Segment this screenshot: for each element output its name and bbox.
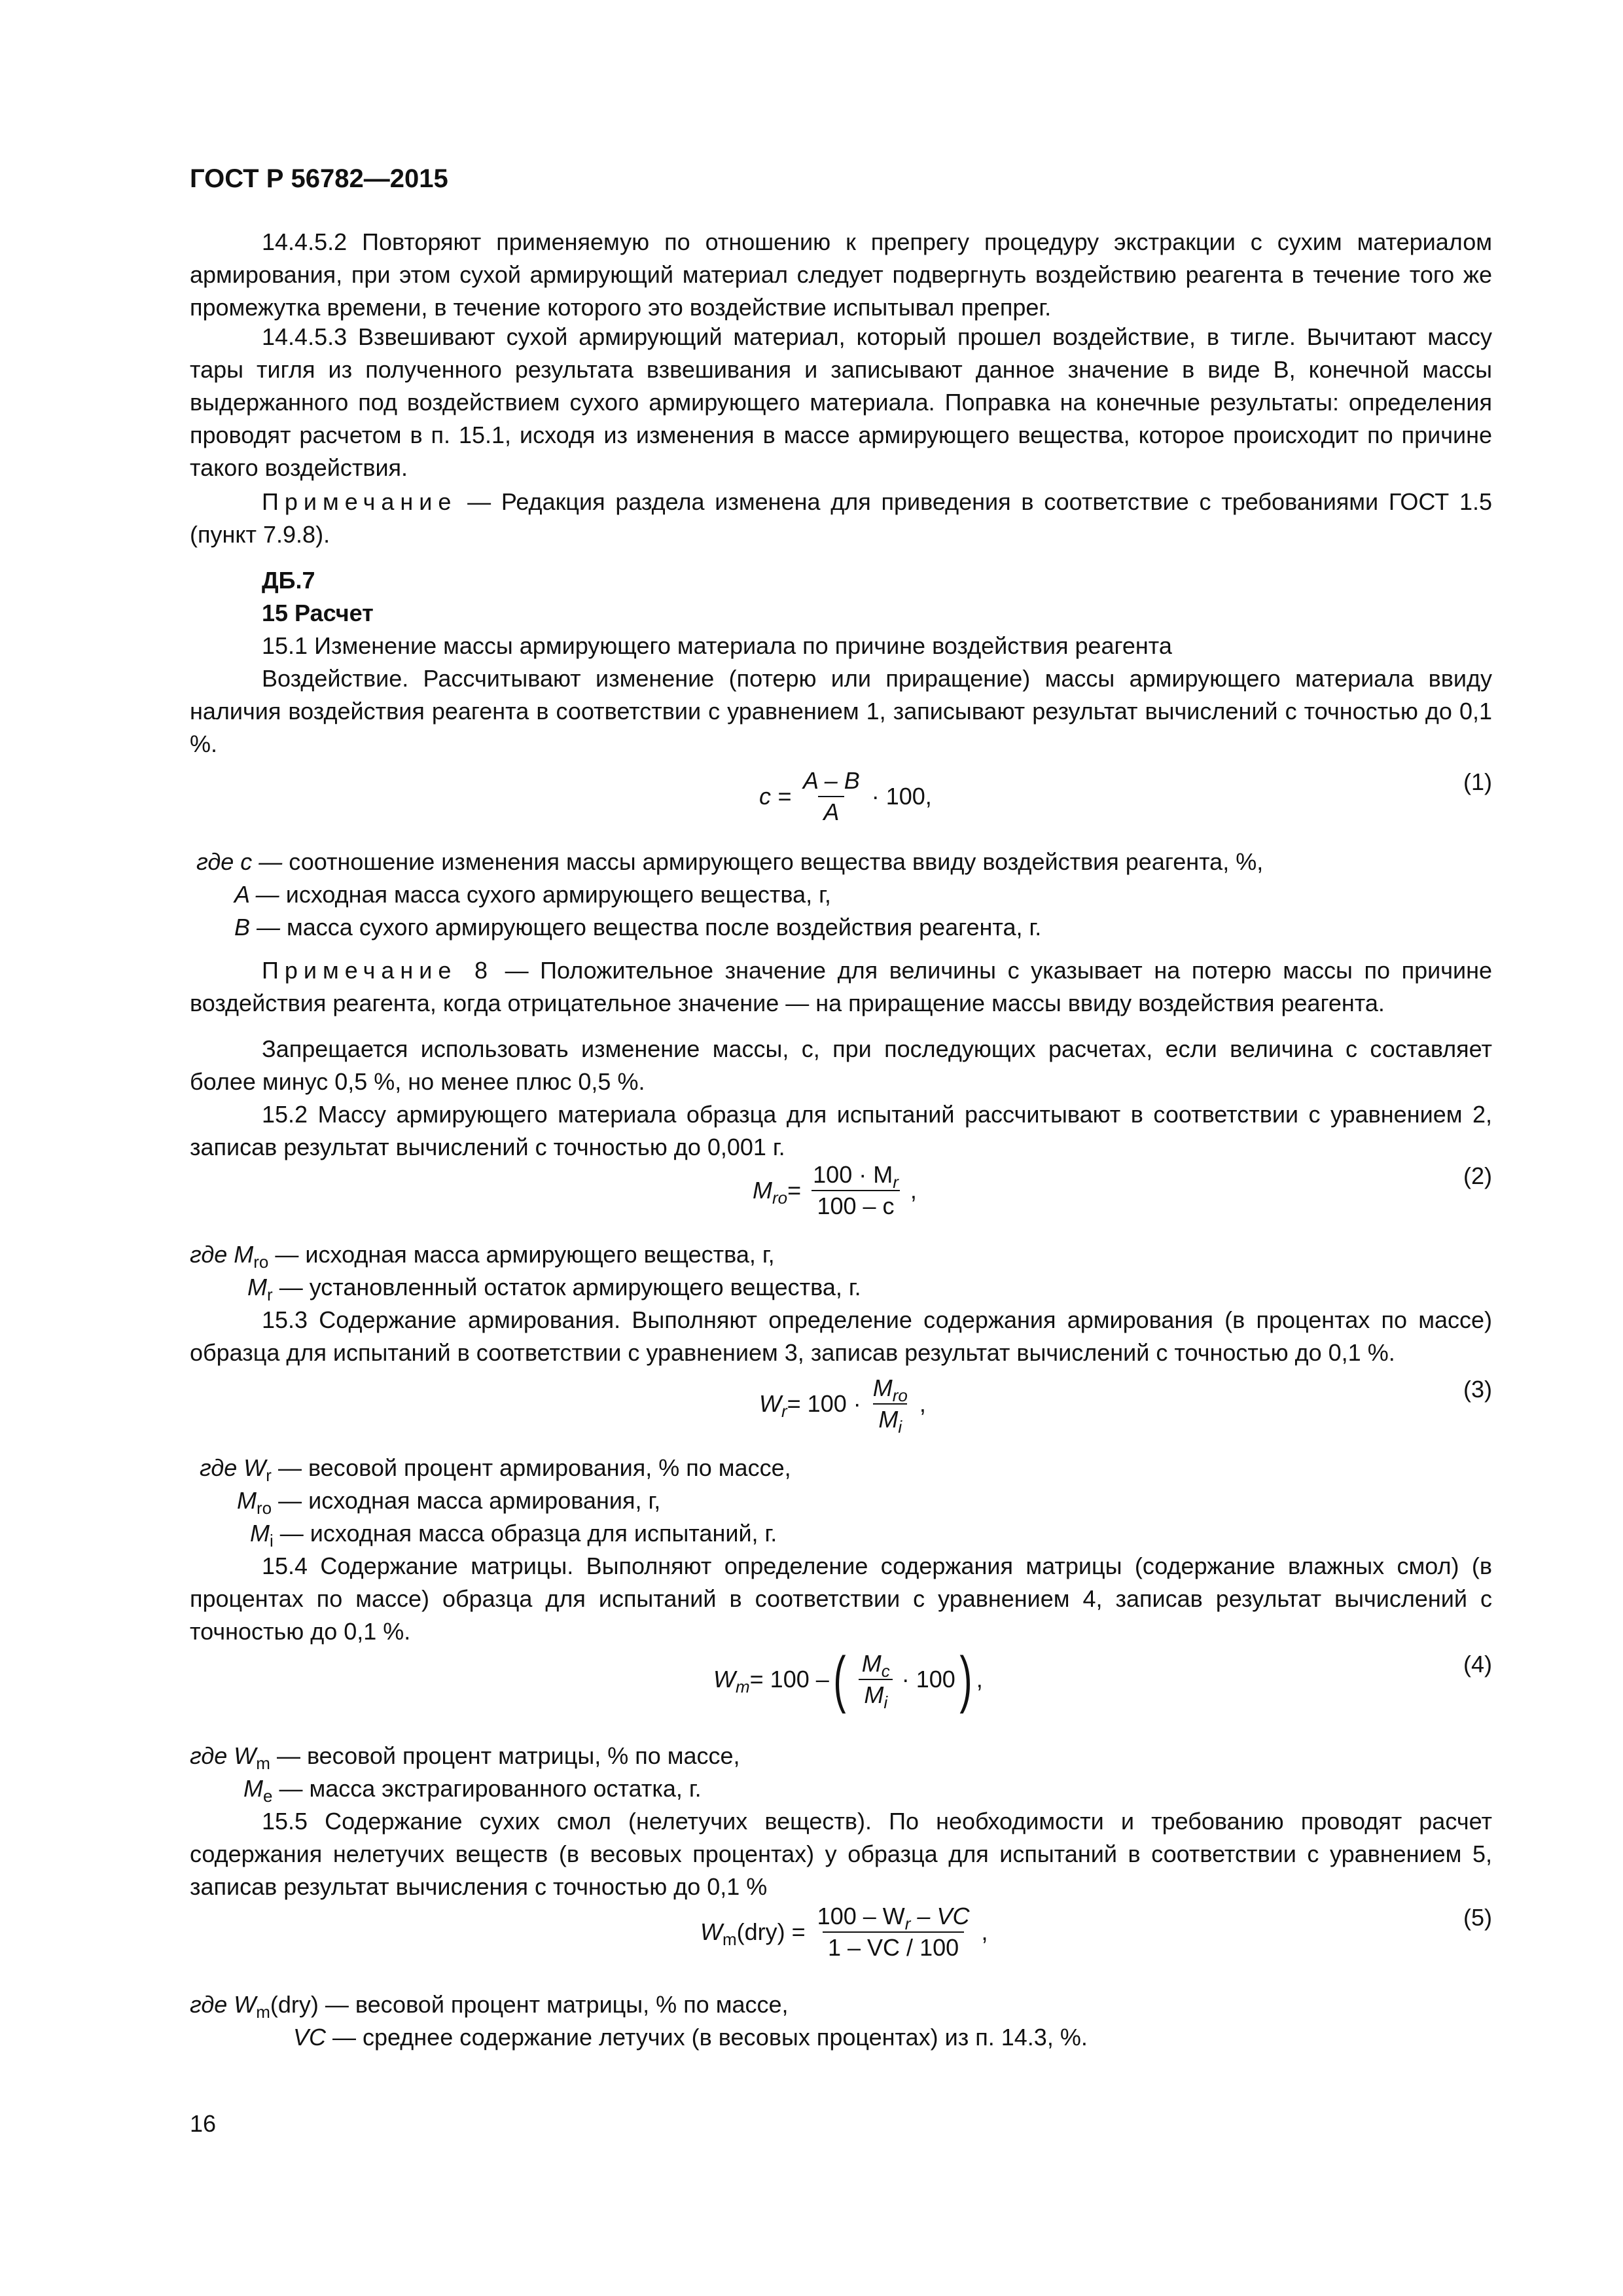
- paragraph-14-4-5-3: 14.4.5.3 Взвешивают сухой армирующий материал, который прошел воздействие, в тигле. Вычитают массу тары тигля из полученного результата взвешивания и записывают данное значение в виде B, конечной массы выдержанного под воздействием сухого армирующего материала. Поправка на конечные результаты: определения проводят расчетом в п. 15.1, исходя из изменения в массе армирующего вещества, которое происходит по причине такого воздействия.: [190, 323, 1492, 481]
- eq3-fraction: [868, 1373, 913, 1435]
- where-1-a: A — исходная масса сухого армирующего вещества, г,: [234, 881, 831, 908]
- page-number: 16: [190, 2110, 217, 2137]
- where-1-c: где c — соотношение изменения массы армирующего вещества ввиду воздействия реагента, %,: [196, 848, 1264, 875]
- note-8: [190, 954, 1492, 1020]
- eq2-denominator: 100 – c: [812, 1190, 899, 1221]
- note-1: [190, 486, 1492, 551]
- eq2-number: (2): [1463, 1162, 1492, 1189]
- where-3-mi: $M_i$ — исходная масса образца для испытаний, г.: [250, 1520, 777, 1551]
- eq5-lhs: $W_m(dry)$ =: [700, 1918, 806, 1949]
- where-2-mr: $M_r$ — установленный остаток армирующего вещества, г.: [247, 1274, 861, 1304]
- note8-text: — Положительное значение для величины с указывает на потерю массы по причине воздействия реагента, когда отрицательное значение — на приращение массы ввиду воздействия реагента.: [190, 957, 1492, 1016]
- eq4-numerator: $M_c$: [861, 1650, 890, 1681]
- where-5-wm: где $W_m(dry)$ — весовой процент матрицы, % по массе,: [190, 1991, 789, 2022]
- equation-4: $W_m$ = 100 – ( $\frac{M_c}{M_i}$ · 100 ) , (4): [713, 1644, 1492, 1714]
- eq1-numerator: A – B: [803, 767, 860, 794]
- eq1-number: (1): [1463, 768, 1492, 795]
- paragraph-15-4: 15.4 Содержание матрицы. Выполняют определение содержания матрицы (содержание влажных смол) (в процентах по массе) образца для испытаний в соответствии с уравнением 4, записав результат вычислений с точностью до 0,1 %.: [190, 1552, 1492, 1645]
- eq5-tail: ,: [981, 1918, 988, 1945]
- where-3-wr: где $W_r$ — весовой процент армирования, % по массе,: [200, 1454, 791, 1485]
- eq3-denominator: $M_i$: [873, 1403, 907, 1435]
- eq1-tail: · 100,: [871, 783, 932, 810]
- equation-1: [190, 766, 1492, 844]
- where-2-mro: где $M_{ro}$ — исходная масса армирующего вещества, г,: [190, 1241, 775, 1272]
- section-heading: 15 Расчет: [262, 600, 374, 626]
- document-header: ГОСТ Р 56782—2015: [190, 164, 448, 193]
- eq4-lhs: $W_m$: [713, 1666, 750, 1696]
- eq4-number: (4): [1463, 1651, 1492, 1677]
- paragraph-forbid: Запрещается использовать изменение массы, c, при последующих расчетах, если величина c составляет более минус 0,5 %, но менее плюс 0,5 %.: [190, 1035, 1492, 1095]
- eq4-mid: · 100: [901, 1666, 955, 1693]
- where-4-wm: где $W_m$ — весовой процент матрицы, % по массе,: [190, 1742, 740, 1773]
- eq5-number: (5): [1463, 1904, 1492, 1931]
- eq2-lhs: $M_{ro}$: [753, 1177, 788, 1208]
- eq1-fraction: [798, 766, 865, 827]
- where-4-me: $M_e$ — масса экстрагированного остатка, г.: [243, 1775, 702, 1806]
- paragraph-15-5: 15.5 Содержание сухих смол (нелетучих веществ). По необходимости и требованию проводят расчет содержания нелетучих веществ (в весовых процентах) у образца для испытаний в соответствии с уравнением 5, записав результат вычисления с точностью до 0,1 %: [190, 1808, 1492, 1900]
- eq2-numerator: $100 \cdot M_r$: [813, 1161, 899, 1192]
- eq3-tail: ,: [919, 1390, 926, 1417]
- eq4-tail: ,: [976, 1666, 983, 1693]
- paragraph-14-4-5-2: 14.4.5.2 Повторяют применяемую по отношению к препрегу процедуру экстракции с сухим материалом армирования, при этом сухой армирующий материал следует подвергнуть воздействию реагента в течение того же промежутка времени, в течение которого это воздействие испытывал препрег.: [190, 228, 1492, 321]
- eq5-numerator: $100 - W_r$ – VC: [817, 1903, 970, 1933]
- paragraph-15-1: 15.1 Изменение массы армирующего материала по причине воздействия реагента: [262, 632, 1172, 659]
- eq2-fraction: [808, 1160, 904, 1221]
- eq5-denominator: 1 – VC / 100: [823, 1931, 964, 1963]
- note-label: Примечание: [262, 488, 457, 515]
- where-3-mro: $M_{ro}$ — исходная масса армирования, г,: [237, 1487, 661, 1518]
- note8-label: Примечание 8: [262, 957, 493, 984]
- eq4-right-paren: ): [959, 1644, 972, 1714]
- paragraph-15-1-body: Воздействие. Рассчитывают изменение (потерю или приращение) массы армирующего материала ввиду наличия воздействия реагента в соответствии с уравнением 1, записывают результат вычислений с точностью до 0,1 %.: [190, 665, 1492, 757]
- eq2-tail: ,: [910, 1177, 917, 1204]
- eq4-left-paren: (: [833, 1644, 846, 1714]
- eq5-fraction: [812, 1901, 975, 1963]
- appendix-ref: ДБ.7: [262, 567, 315, 594]
- equation-2: $M_{ro}$ = $\frac{100 \cdot M_r}{100 - c}$ , (2): [190, 1160, 1492, 1238]
- eq4-fraction: [857, 1649, 895, 1710]
- eq1-lhs: c =: [759, 783, 792, 810]
- eq4-denominator: $M_i$: [859, 1679, 893, 1710]
- eq3-lhs: $W_r$: [759, 1390, 787, 1421]
- where-1-b: B — масса сухого армирующего вещества после воздействия реагента, г.: [234, 914, 1042, 941]
- eq3-numerator: $M_{ro}$: [872, 1374, 908, 1405]
- paragraph-15-2: 15.2 Массу армирующего материала образца для испытаний рассчитывают в соответствии с уравнением 2, записав результат вычислений с точностью до 0,001 г.: [190, 1101, 1492, 1160]
- equation-3: $W_r$ = 100 · $\frac{M_{ro}}{M_i}$ , (3): [759, 1374, 1492, 1437]
- paragraph-15-3: 15.3 Содержание армирования. Выполняют определение содержания армирования (в процентах по массе) образца для испытаний в соответствии с уравнением 3, записав результат вычислений с точностью до 0,1 %.: [190, 1306, 1492, 1366]
- equation-5: [190, 1901, 1492, 1980]
- eq1-denominator: A: [818, 796, 844, 827]
- note-text: — Редакция раздела изменена для приведения в соответствие с требованиями ГОСТ 1.5 (пункт 7.9.8).: [190, 488, 1492, 548]
- eq3-number: (3): [1463, 1376, 1492, 1403]
- where-5-vc: VC — среднее содержание летучих (в весовых процентах) из п. 14.3, %.: [293, 2024, 1088, 2051]
